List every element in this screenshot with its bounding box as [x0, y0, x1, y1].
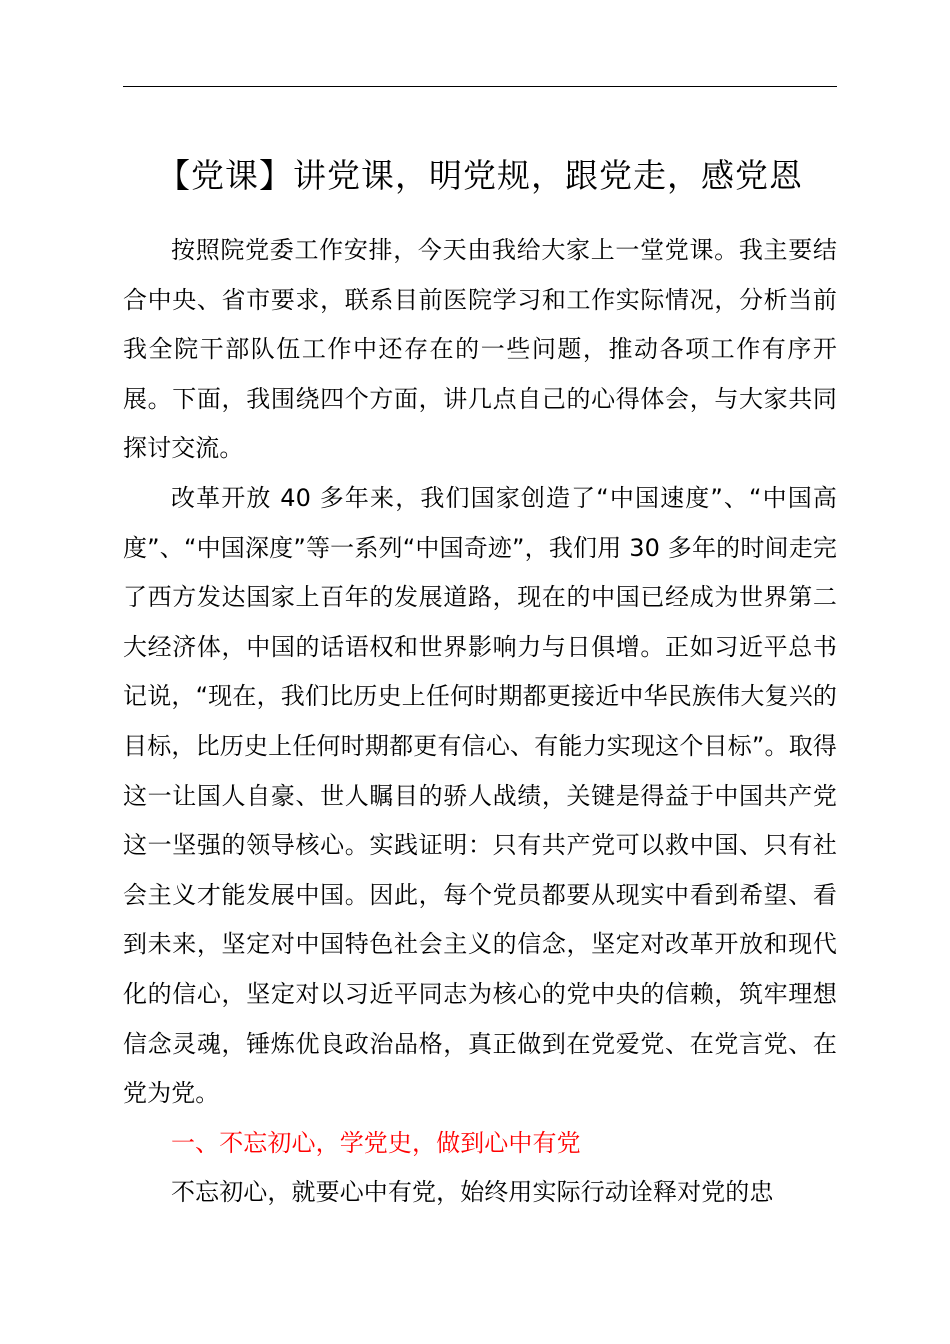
document-title: 【党课】讲党课，明党规，跟党走，感党恩: [157, 156, 803, 195]
reform-paragraph: 改革开放 40 多年来，我们国家创造了“中国速度”、“中国高度”、“中国深度”等一系列“中国奇迹”，我们用 30 多年的时间走完了西方发达国家上百年的发展道路，现在的中国已经成为世界第二大经济体，中国的话语权和世界影响力与日俱增。正如习近平总书记说，“现在，我们比历史上任何时期都更接近中华民族伟大复兴的目标，比历史上任何时期都更有信心、有能力实现这个目标”。取得这一让国人自豪、世人瞩目的骄人战绩，关键是得益于中国共产党这一坚强的领导核心。实践证明：只有共产党可以救中国、只有社会主义才能发展中国。因此，每个党员都要从现实中看到希望、看到未来，坚定对中国特色社会主义的信念，坚定对改革开放和现代化的信心，坚定对以习近平同志为核心的党中央的信赖，筑牢理想信念灵魂，锤炼优良政治品格，真正做到在党爱党、在党言党、在党为党。: [123, 483, 837, 1108]
section-1-paragraph: 不忘初心，就要心中有党，始终用实际行动诠释对党的忠: [171, 1178, 774, 1207]
document-body: [123, 226, 837, 1218]
header-rule: [123, 86, 837, 87]
section-heading-1: 一、不忘初心，学党史，做到心中有党: [171, 1128, 581, 1157]
intro-paragraph: 按照院党委工作安排，今天由我给大家上一堂党课。我主要结合中央、省市要求，联系目前医院学习和工作实际情况，分析当前我全院干部队伍工作中还存在的一些问题，推动各项工作有序开展。下面，我围绕四个方面，讲几点自己的心得体会，与大家共同探讨交流。: [123, 236, 837, 463]
